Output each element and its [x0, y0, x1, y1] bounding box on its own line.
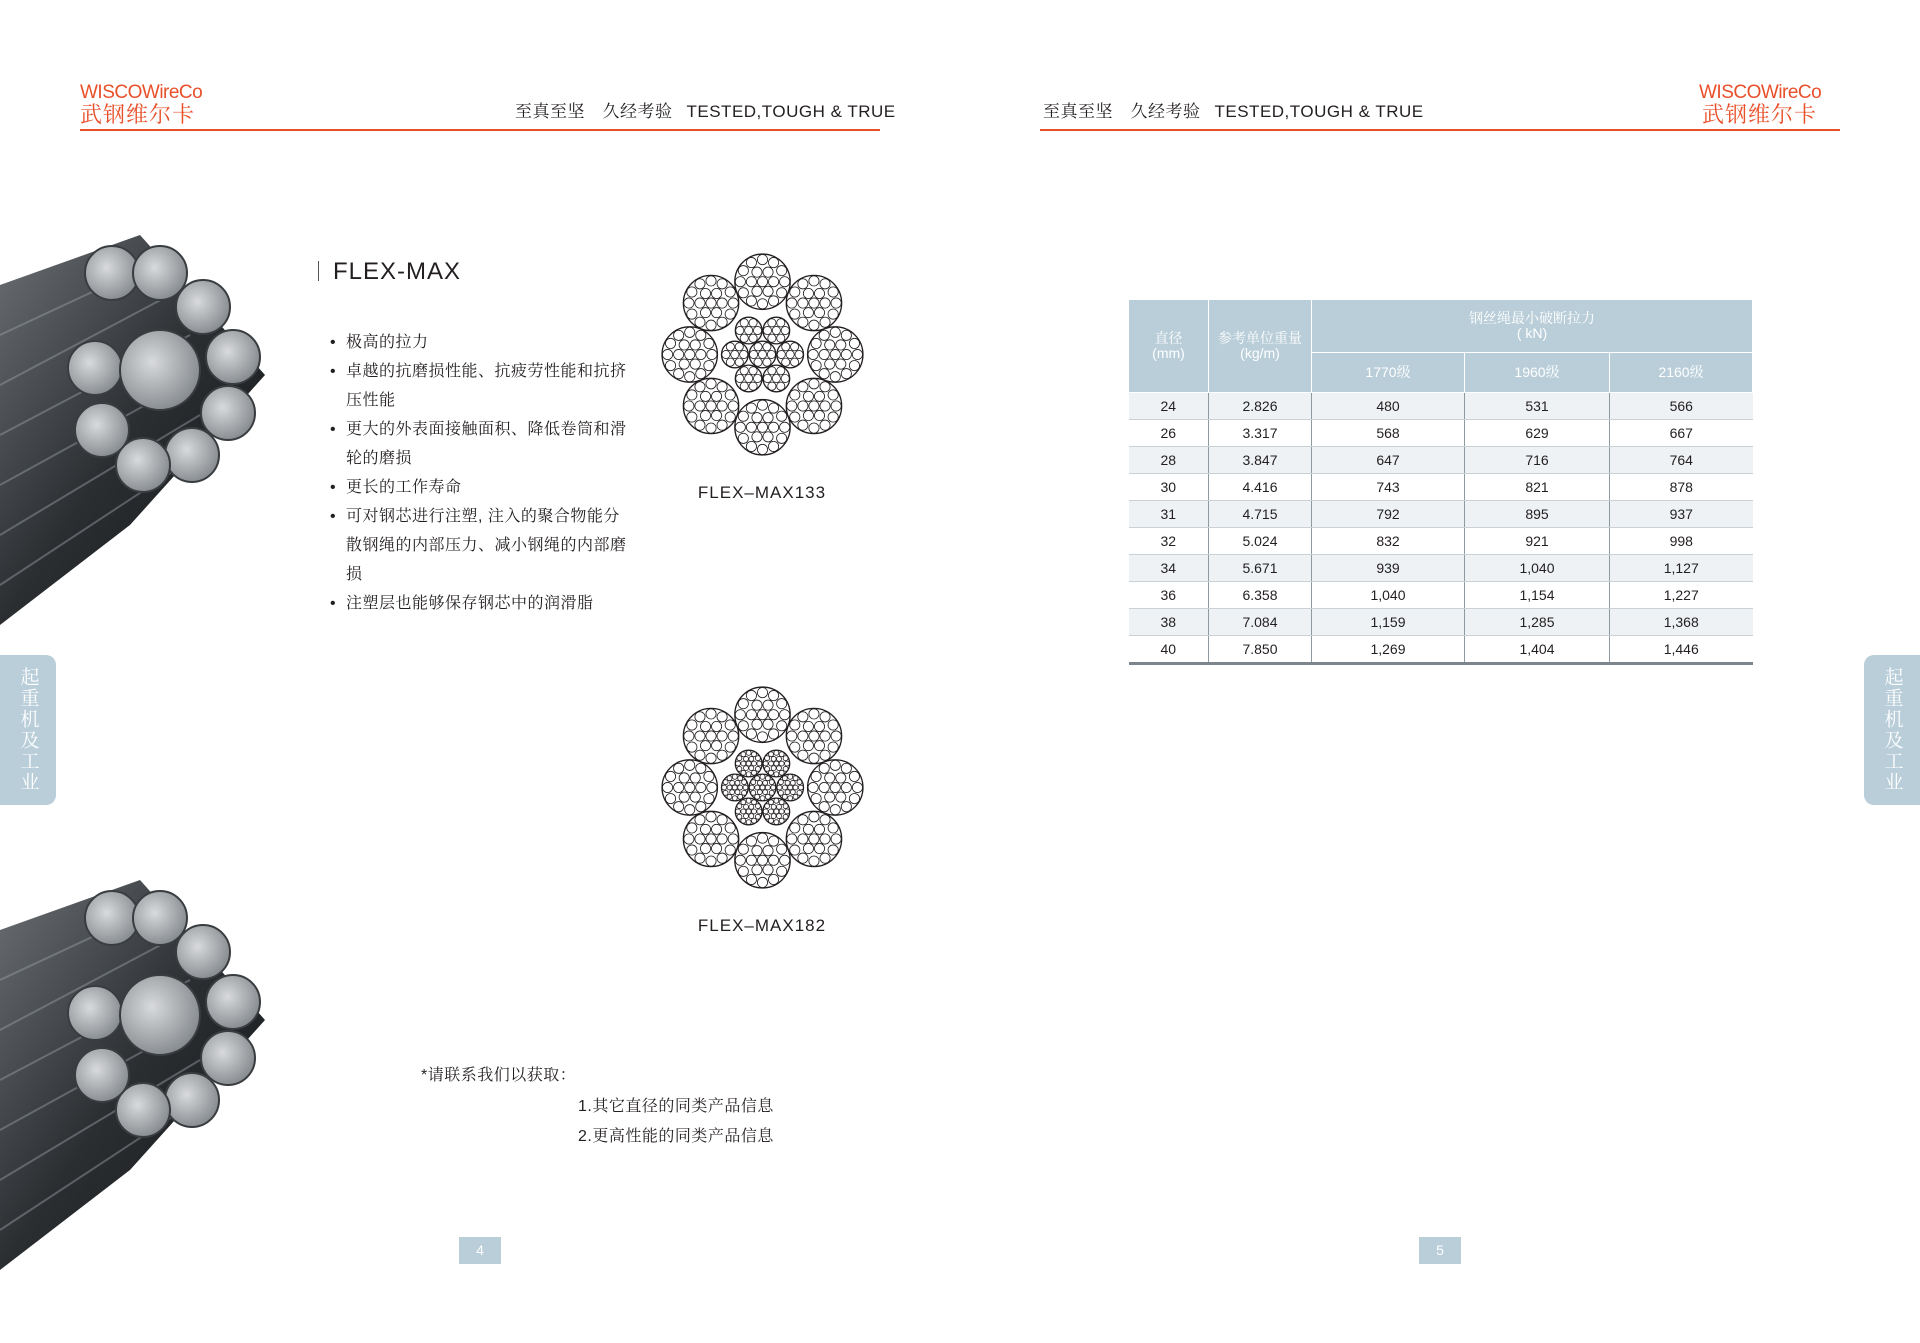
table-cell: 36 [1129, 582, 1209, 609]
table-cell: 792 [1312, 501, 1465, 528]
table-cell: 1,154 [1465, 582, 1610, 609]
table-cell: 1,227 [1610, 582, 1753, 609]
table-cell: 4.715 [1209, 501, 1312, 528]
table-cell: 6.358 [1209, 582, 1312, 609]
section-title-text: FLEX-MAX [333, 258, 462, 285]
table-cell: 667 [1610, 420, 1753, 447]
table-row [1129, 447, 1753, 474]
section-title [318, 260, 461, 284]
table-cell: 764 [1610, 447, 1753, 474]
table-cell: 878 [1610, 474, 1753, 501]
table-row [1129, 393, 1753, 420]
feature-item: • 更大的外表面接触面积、降低卷筒和滑轮的磨损 [330, 415, 635, 473]
table-cell: 4.416 [1209, 474, 1312, 501]
table-cell: 895 [1465, 501, 1610, 528]
diagram-caption-133: FLEX–MAX133 [697, 483, 827, 502]
brand-logo-en: WISCOWireCo [80, 82, 203, 103]
table-cell: 1,159 [1312, 609, 1465, 636]
table-cell: 531 [1465, 393, 1610, 420]
table-cell: 743 [1312, 474, 1465, 501]
feature-item: • 极高的拉力 [330, 328, 635, 357]
page-number-left: 4 [459, 1237, 501, 1264]
slogan-cn: 至真至坚 久经考验 [1043, 102, 1201, 121]
contact-item: 1.其它直径的同类产品信息 [578, 1098, 774, 1115]
table-cell: 716 [1465, 447, 1610, 474]
table-row [1129, 501, 1753, 528]
table-cell: 480 [1312, 393, 1465, 420]
table-cell: 7.084 [1209, 609, 1312, 636]
table-cell: 2.826 [1209, 393, 1312, 420]
header-rule-left [80, 129, 880, 131]
title-bar [318, 261, 319, 281]
side-tab-left: 起重机及工业 [0, 655, 56, 805]
contact-item: 2.更高性能的同类产品信息 [578, 1128, 774, 1145]
spec-table [1128, 299, 1753, 665]
table-cell: 1,127 [1610, 555, 1753, 582]
brand-logo-cn: 武钢维尔卡 [80, 102, 196, 127]
table-cell: 3.847 [1209, 447, 1312, 474]
slogan-en: TESTED,TOUGH & TRUE [686, 102, 896, 121]
brand-logo-cn-right: 武钢维尔卡 [1702, 102, 1818, 127]
table-cell: 3.317 [1209, 420, 1312, 447]
table-cell: 939 [1312, 555, 1465, 582]
header-grade: 2160级 [1610, 353, 1753, 393]
table-cell: 1,368 [1610, 609, 1753, 636]
header-weight: 参考单位重量 (kg/m) [1209, 300, 1312, 393]
table-cell: 1,269 [1312, 636, 1465, 664]
table-cell: 5.671 [1209, 555, 1312, 582]
feature-item: • 更长的工作寿命 [330, 473, 635, 502]
header-slogan-left [515, 103, 896, 120]
header-rule-right [1040, 129, 1840, 131]
table-row [1129, 555, 1753, 582]
table-cell: 38 [1129, 609, 1209, 636]
feature-item: • 注塑层也能够保存钢芯中的润滑脂 [330, 589, 635, 618]
table-cell: 1,040 [1312, 582, 1465, 609]
rope-cross-section-182-icon [660, 685, 865, 890]
header-slogan-right [1043, 103, 1424, 120]
table-cell: 34 [1129, 555, 1209, 582]
table-cell: 1,040 [1465, 555, 1610, 582]
header-breaking-force: 钢丝绳最小破断拉力 ( kN) [1312, 300, 1753, 353]
table-cell: 998 [1610, 528, 1753, 555]
table-cell: 647 [1312, 447, 1465, 474]
wire-rope-photo-icon [0, 225, 280, 645]
header-diameter: 直径 (mm) [1129, 300, 1209, 393]
table-cell: 566 [1610, 393, 1753, 420]
table-cell: 821 [1465, 474, 1610, 501]
table-row [1129, 528, 1753, 555]
header-grade: 1960级 [1465, 353, 1610, 393]
table-cell: 32 [1129, 528, 1209, 555]
feature-list [330, 328, 635, 618]
table-row [1129, 582, 1753, 609]
table-cell: 629 [1465, 420, 1610, 447]
table-cell: 26 [1129, 420, 1209, 447]
table-row [1129, 609, 1753, 636]
table-row [1129, 636, 1753, 664]
feature-item: • 可对钢芯进行注塑, 注入的聚合物能分散钢绳的内部压力、减小钢绳的内部磨损 [330, 502, 635, 589]
rope-cross-section-133-icon [660, 252, 865, 457]
table-cell: 1,446 [1610, 636, 1753, 664]
wire-rope-photo-icon [0, 870, 280, 1290]
page-number-right: 5 [1419, 1237, 1461, 1264]
table-cell: 832 [1312, 528, 1465, 555]
table-cell: 937 [1610, 501, 1753, 528]
slogan-cn: 至真至坚 久经考验 [515, 102, 673, 121]
table-cell: 40 [1129, 636, 1209, 664]
table-cell: 1,285 [1465, 609, 1610, 636]
feature-item: • 卓越的抗磨损性能、抗疲劳性能和抗挤压性能 [330, 357, 635, 415]
table-cell: 24 [1129, 393, 1209, 420]
side-tab-right: 起重机及工业 [1864, 655, 1920, 805]
contact-title: *请联系我们以获取： [421, 1067, 577, 1084]
header-grade: 1770级 [1312, 353, 1465, 393]
table-row [1129, 474, 1753, 501]
table-cell: 568 [1312, 420, 1465, 447]
slogan-en: TESTED,TOUGH & TRUE [1214, 102, 1424, 121]
table-cell: 5.024 [1209, 528, 1312, 555]
table-cell: 7.850 [1209, 636, 1312, 664]
table-cell: 28 [1129, 447, 1209, 474]
table-cell: 31 [1129, 501, 1209, 528]
table-row [1129, 420, 1753, 447]
brand-logo-en-right: WISCOWireCo [1699, 82, 1822, 103]
table-cell: 1,404 [1465, 636, 1610, 664]
diagram-caption-182: FLEX–MAX182 [697, 916, 827, 935]
table-cell: 30 [1129, 474, 1209, 501]
table-cell: 921 [1465, 528, 1610, 555]
